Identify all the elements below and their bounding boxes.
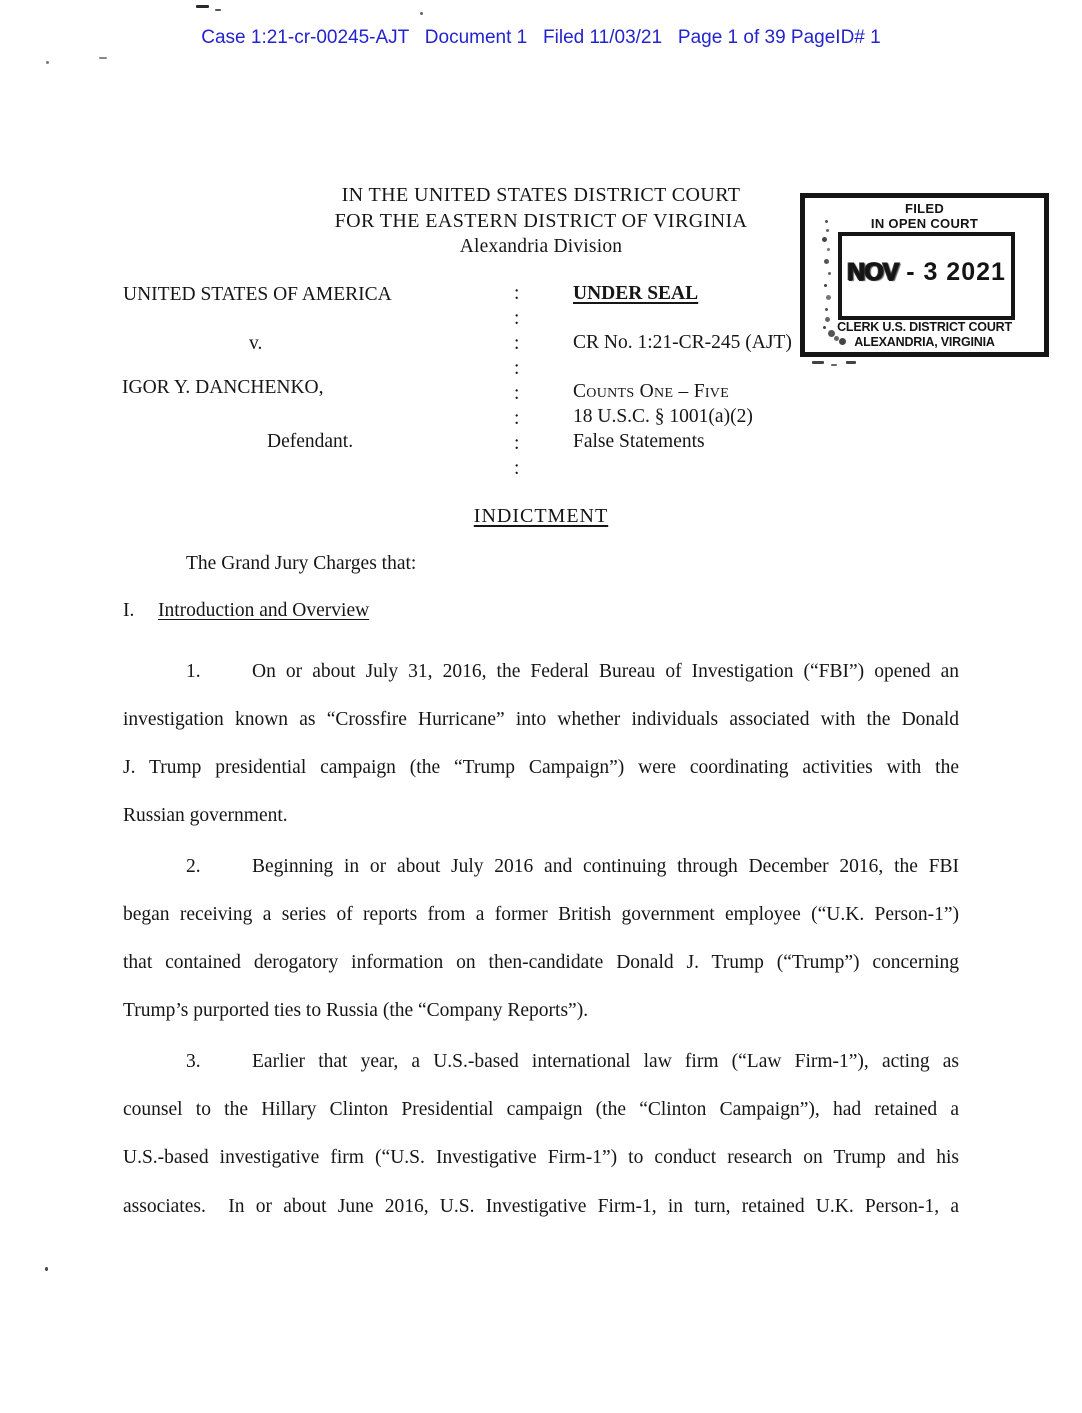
section-1-heading [123, 600, 369, 622]
counts-label: Counts One – Five [573, 381, 730, 402]
caption-colon: : [514, 333, 520, 354]
caption-colon: : [514, 308, 520, 329]
stamp-clerk-line1: CLERK U.S. DISTRICT COURT [837, 320, 1012, 334]
stamp-date-rest: - 3 2021 [906, 258, 1006, 286]
stamp-open-court-label: IN OPEN COURT [870, 216, 979, 231]
paragraph-3-line-3: U.S.-based investigative firm (“U.S. Investigative Firm-1”) to conduct research on Trump and his [123, 1147, 959, 1168]
court-name-line1: IN THE UNITED STATES DISTRICT COURT [341, 184, 741, 206]
grand-jury-line: The Grand Jury Charges that: [186, 553, 417, 574]
paragraph-3-line-2: counsel to the Hillary Clinton Presidential campaign (the “Clinton Campaign”), had retained a [123, 1099, 959, 1120]
scan-artifact [812, 361, 824, 364]
paragraph-3-text: Earlier that year, a U.S.-based international law firm (“Law Firm-1”), acting as [252, 1051, 959, 1072]
caption-colon: : [514, 383, 520, 404]
indictment-title: INDICTMENT [473, 505, 609, 527]
caption-colon: : [514, 458, 520, 479]
scan-artifact [99, 57, 107, 59]
caption-colon: : [514, 433, 520, 454]
paragraph-2-number: 2. [186, 856, 201, 877]
caption-colon: : [514, 408, 520, 429]
caption-colon: : [514, 283, 520, 304]
statute-citation: 18 U.S.C. § 1001(a)(2) [573, 406, 753, 427]
scan-artifact [45, 1267, 48, 1271]
stamp-ink-speckles [825, 220, 828, 223]
caption-defendant-name: IGOR Y. DANCHENKO, [122, 377, 324, 398]
section-1-numeral: I. [123, 600, 135, 621]
case-header-line: Case 1:21-cr-00245-AJT Document 1 Filed 11/03/21 Page 1 of 39 PageID# 1 [201, 27, 881, 48]
section-1-title: Introduction and Overview [158, 600, 370, 621]
caption-defendant-label: Defendant. [267, 431, 354, 452]
stamp-date-box [838, 232, 1015, 320]
paragraph-1-line-3: J. Trump presidential campaign (the “Trump Campaign”) were coordinating activities with the [123, 757, 959, 778]
paragraph-3-line-4: associates. In or about June 2016, U.S. Investigative Firm-1, in turn, retained U.K. Person-1, a [123, 1196, 959, 1217]
paragraph-1-number: 1. [186, 661, 201, 682]
stamp-date-month: NOV [847, 258, 899, 286]
paragraph-1-line-4: Russian government. [123, 805, 288, 826]
paragraph-2-line-3: that contained derogatory information on then-candidate Donald J. Trump (“Trump”) concerning [123, 952, 959, 973]
case-number: CR No. 1:21-CR-245 (AJT) [573, 332, 792, 353]
paragraph-3-number: 3. [186, 1051, 201, 1072]
caption-colon-column [514, 281, 519, 481]
paragraph-2-text: Beginning in or about July 2016 and continuing through December 2016, the FBI [252, 856, 959, 877]
paragraph-3-line-1 [123, 1051, 959, 1073]
court-name-line2: FOR THE EASTERN DISTRICT OF VIRGINIA [334, 210, 748, 232]
scan-artifact [46, 61, 49, 64]
scan-artifact [846, 361, 856, 364]
scan-artifact [215, 9, 221, 11]
paragraph-2-line-2: began receiving a series of reports from a former British government employee (“U.K. Person-1”) [123, 904, 959, 925]
scan-artifact [196, 5, 209, 8]
under-seal-label: UNDER SEAL [573, 283, 699, 304]
stamp-date [842, 258, 1011, 287]
scan-artifact [420, 12, 423, 15]
paragraph-2-line-1 [123, 856, 959, 878]
stamp-filed-label: FILED [904, 201, 945, 216]
charge-label: False Statements [573, 431, 705, 452]
stamp-clerk-line2: ALEXANDRIA, VIRGINIA [854, 335, 995, 349]
caption-plaintiff: UNITED STATES OF AMERICA [123, 284, 392, 305]
caption-colon: : [514, 358, 520, 379]
caption-versus: v. [249, 333, 263, 354]
court-division: Alexandria Division [459, 236, 623, 257]
paragraph-1-line-1 [123, 661, 959, 683]
paragraph-1-text: On or about July 31, 2016, the Federal Bureau of Investigation (“FBI”) opened an [252, 661, 959, 682]
scan-artifact [831, 364, 837, 366]
paragraph-1-line-2: investigation known as “Crossfire Hurricane” into whether individuals associated with the Donald [123, 709, 959, 730]
stamp-clerk-lines [805, 320, 1044, 350]
paragraph-2-line-4: Trump’s purported ties to Russia (the “Company Reports”). [123, 1000, 589, 1021]
filed-stamp [800, 193, 1049, 357]
